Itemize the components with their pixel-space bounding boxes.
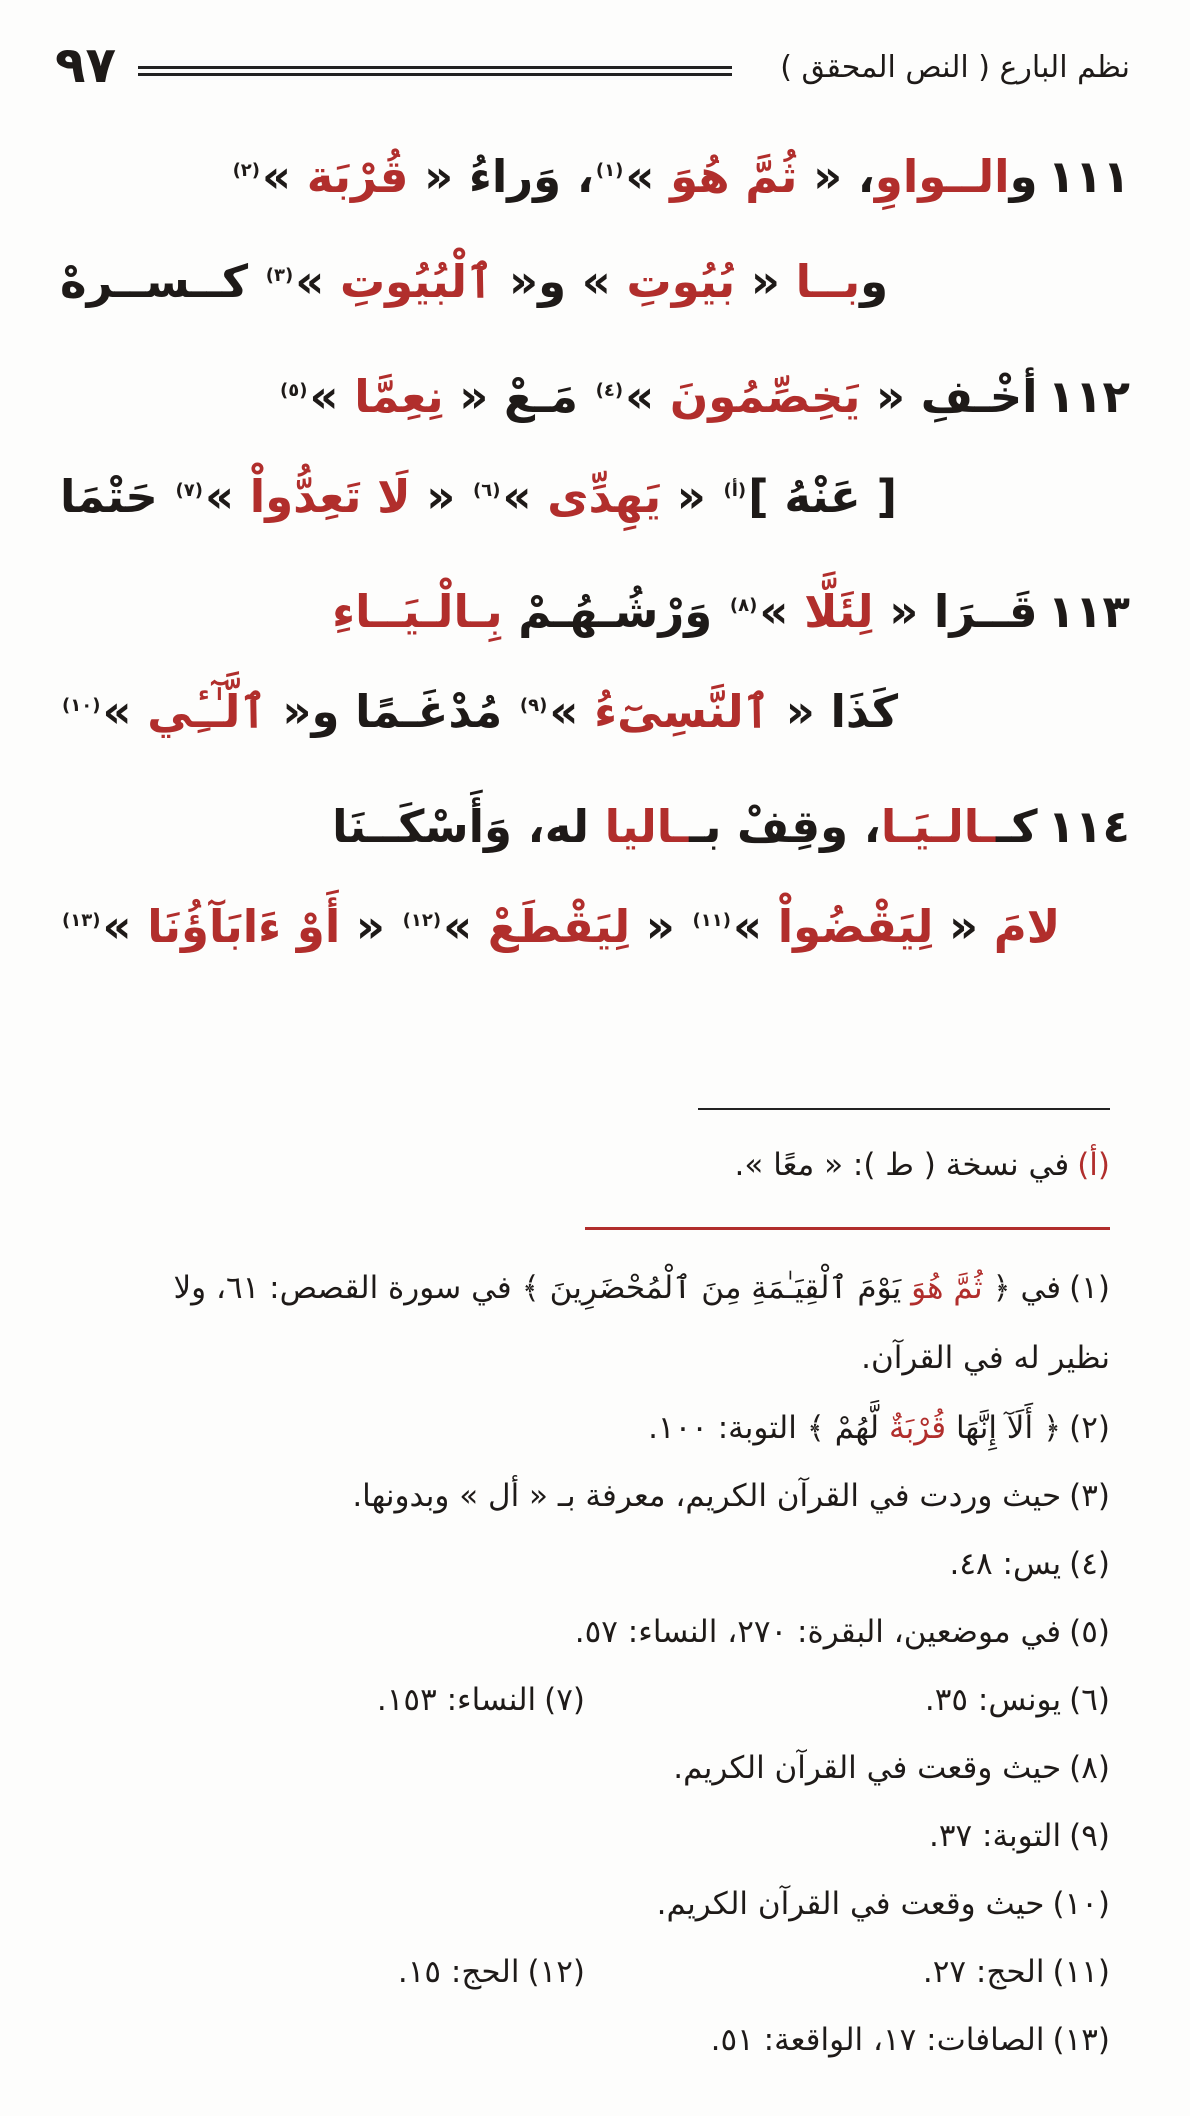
verse-text: و bbox=[860, 255, 889, 308]
footnote-9 bbox=[929, 1816, 1110, 1856]
verse-111-line-1 bbox=[231, 150, 1130, 204]
quran-word: يَخِصِّمُونَ bbox=[669, 370, 861, 423]
footnote-ref: (٩) bbox=[519, 695, 548, 716]
footnote-number: (١) bbox=[1069, 1270, 1110, 1306]
footnote-ref: (١٠) bbox=[62, 695, 101, 716]
verse-text: كــســرهْ bbox=[60, 255, 264, 308]
footnote-ref: (٧) bbox=[175, 480, 204, 501]
verse-number: ١١٢ bbox=[1047, 370, 1130, 423]
verse-text: » bbox=[502, 470, 548, 523]
verse-text: » bbox=[205, 470, 250, 523]
variant-ref: (أ) bbox=[723, 480, 747, 501]
verse-text: ، « bbox=[797, 150, 875, 203]
footnote-text: الحج: ١٥. bbox=[397, 1954, 520, 1990]
verse-text: مُدْغَـمًا و« bbox=[266, 685, 518, 738]
verse-text: و bbox=[1009, 150, 1038, 203]
footnote-text: النساء: ١٥٣. bbox=[376, 1682, 537, 1718]
footnote-ref: (٦) bbox=[473, 480, 501, 501]
verse-113-line-1 bbox=[332, 585, 1130, 639]
quran-word: ٱلنَّسِىٓءُ bbox=[594, 685, 771, 738]
quran-word: يَهِدِّى bbox=[547, 470, 662, 523]
footnote-1-continued bbox=[861, 1338, 1110, 1378]
verse-text: « bbox=[735, 255, 796, 308]
footnote-text: في موضعين، البقرة: ٢٧٠، النساء: ٥٧. bbox=[574, 1614, 1062, 1650]
verse-text: » bbox=[732, 900, 778, 953]
footnote-text: التوبة: ٣٧. bbox=[928, 1818, 1062, 1854]
verse-number: ١١٤ bbox=[1047, 800, 1130, 853]
footnote-ref: (١١) bbox=[692, 910, 731, 931]
footnote-number: (١٢) bbox=[527, 1954, 585, 1990]
verse-text: » bbox=[102, 685, 148, 738]
verse-text: [ عَنْهُ ] bbox=[748, 470, 898, 523]
verse-number: ١١٣ bbox=[1047, 585, 1130, 638]
verse-text: » bbox=[102, 900, 148, 953]
quran-word: لِيَقْطَعْ bbox=[487, 900, 631, 953]
verse-text: ، وقِفْ بـ bbox=[689, 800, 881, 853]
verse-text: « bbox=[410, 470, 472, 523]
verse-text: « bbox=[630, 900, 691, 953]
footnote-10 bbox=[657, 1884, 1110, 1924]
footnote-8 bbox=[673, 1748, 1110, 1788]
verse-text-red: بِـالْـيَــاءِ bbox=[332, 585, 503, 638]
verse-text: كَذَا « bbox=[770, 685, 899, 738]
quran-word: قُرْبَة bbox=[306, 150, 409, 203]
footnote-number: (٩) bbox=[1069, 1818, 1110, 1854]
verse-text: وَرْشُـهُـمْ bbox=[502, 585, 728, 638]
footnote-text: لَّهُمْ ﴾ التوبة: ١٠٠. bbox=[648, 1410, 889, 1446]
running-title: نظم البارع ( النص المحقق ) bbox=[780, 50, 1130, 85]
footnote-separator bbox=[698, 1108, 1110, 1110]
footnote-ref: (٢) bbox=[232, 160, 261, 181]
quran-quote: قُرْبَةٌ bbox=[888, 1410, 947, 1446]
verse-text: » bbox=[625, 150, 671, 203]
verse-112-line-1 bbox=[278, 370, 1130, 424]
footnote-number: (٤) bbox=[1069, 1546, 1110, 1582]
footnote-text: الصافات: ١٧، الواقعة: ٥١. bbox=[710, 2022, 1045, 2058]
footnote-number: (٧) bbox=[544, 1682, 585, 1718]
footnote-text: في سورة القصص: ٦١، ولا bbox=[173, 1270, 522, 1306]
footnote-number: (١٣) bbox=[1052, 2022, 1110, 2058]
verse-number: ١١١ bbox=[1047, 150, 1130, 203]
verse-text: » bbox=[549, 685, 595, 738]
verse-text: » bbox=[759, 585, 805, 638]
verse-text: » و« bbox=[493, 255, 627, 308]
verse-text-red: الــواوِ bbox=[874, 150, 1010, 203]
verse-text: « bbox=[661, 470, 722, 523]
verse-112-line-2 bbox=[60, 470, 897, 524]
verse-text: كـ bbox=[996, 800, 1038, 853]
quran-word: لِئَلَّا bbox=[804, 585, 874, 638]
verse-text: » bbox=[443, 900, 488, 953]
quran-word: لِيَقْضُواْ bbox=[777, 900, 934, 953]
verse-113-line-2 bbox=[60, 685, 898, 739]
footnote-text: في ﴿ bbox=[982, 1270, 1062, 1306]
verse-text: قَــرَا « bbox=[873, 585, 1038, 638]
footnote-ref: (١٢) bbox=[402, 910, 442, 931]
footnote-12 bbox=[398, 1952, 585, 1992]
quran-word: ٱلَّـٰٓـِٔي bbox=[147, 685, 267, 738]
verse-text: « bbox=[933, 900, 994, 953]
quran-word: ٱلْبُيُوتِ bbox=[339, 255, 494, 308]
verse-text: له، وَأَسْكَــنَا bbox=[332, 800, 605, 853]
verse-111-line-2 bbox=[60, 255, 888, 309]
verse-text: ، وَراءُ « bbox=[408, 150, 594, 203]
footnote-text: نظير له في القرآن. bbox=[861, 1340, 1110, 1376]
variant-marker: (أ) bbox=[1077, 1147, 1110, 1183]
footnote-ref: (٥) bbox=[280, 380, 308, 401]
verse-text: « bbox=[340, 900, 401, 953]
footnote-2 bbox=[648, 1408, 1110, 1448]
footnote-number: (٥) bbox=[1069, 1614, 1110, 1650]
quran-quote: ﴿ أَلَآ إِنَّهَا bbox=[946, 1410, 1062, 1446]
footnote-separator-red bbox=[585, 1227, 1110, 1230]
verse-text: » bbox=[309, 370, 355, 423]
footnote-6 bbox=[925, 1680, 1110, 1720]
footnote-4 bbox=[950, 1544, 1111, 1584]
verse-text: أخْـفِ « bbox=[860, 370, 1038, 423]
footnote-5 bbox=[575, 1612, 1110, 1652]
variant-text: في نسخة ( ط ): « معًا ». bbox=[734, 1147, 1070, 1183]
verse-text-red: بــا bbox=[795, 255, 861, 308]
footnote-1 bbox=[173, 1268, 1110, 1308]
footnote-ref: (١٣) bbox=[62, 910, 101, 931]
verse-text: » bbox=[625, 370, 670, 423]
verse-text-red: ـالـيَـا bbox=[880, 800, 997, 853]
footnote-7 bbox=[377, 1680, 585, 1720]
footnote-ref: (٤) bbox=[595, 380, 624, 401]
footnote-13 bbox=[711, 2020, 1110, 2060]
quran-word: نِعِمَّا bbox=[354, 370, 444, 423]
footnote-number: (٦) bbox=[1069, 1682, 1110, 1718]
footnote-text: يونس: ٣٥. bbox=[924, 1682, 1062, 1718]
footnote-ref: (٣) bbox=[265, 265, 294, 286]
footnote-text: حيث وقعت في القرآن الكريم. bbox=[673, 1750, 1062, 1786]
footnote-number: (١٠) bbox=[1052, 1886, 1110, 1922]
quran-word: لَا تَعِدُّواْ bbox=[249, 470, 411, 523]
quran-word: بُيُوتِ bbox=[626, 255, 736, 308]
footnote-text: حيث وقعت في القرآن الكريم. bbox=[656, 1886, 1045, 1922]
footnote-11 bbox=[923, 1952, 1110, 1992]
verse-114-line-2 bbox=[60, 900, 1060, 954]
footnote-number: (٨) bbox=[1069, 1750, 1110, 1786]
page-number: ٩٧ bbox=[55, 36, 117, 94]
verse-text-red: ـاليا bbox=[604, 800, 690, 853]
header-rule bbox=[138, 66, 732, 76]
quran-quote: ثُمَّ هُوَ bbox=[911, 1270, 983, 1306]
verse-114-line-1 bbox=[332, 800, 1130, 854]
footnote-ref: (٨) bbox=[729, 595, 758, 616]
quran-word: أَوْ ءَابَآؤُنَا bbox=[147, 900, 341, 953]
variant-note bbox=[735, 1145, 1110, 1185]
footnote-text: الحج: ٢٧. bbox=[922, 1954, 1045, 1990]
footnote-text: حيث وردت في القرآن الكريم، معرفة بـ « أل » وبدونها. bbox=[352, 1478, 1062, 1514]
footnote-ref: (١) bbox=[595, 160, 624, 181]
footnote-3 bbox=[352, 1476, 1110, 1516]
footnote-number: (٣) bbox=[1069, 1478, 1110, 1514]
verse-text: مَـعْ « bbox=[443, 370, 594, 423]
verse-text: » bbox=[262, 150, 307, 203]
footnote-number: (١١) bbox=[1052, 1954, 1110, 1990]
quran-quote: يَوْمَ ٱلْقِيَـٰمَةِ مِنَ ٱلْمُحْضَرِينَ ﴾ bbox=[521, 1270, 912, 1306]
quran-word: ثُمَّ هُوَ bbox=[670, 150, 798, 203]
footnote-number: (٢) bbox=[1069, 1410, 1110, 1446]
footnote-text: يس: ٤٨. bbox=[949, 1546, 1062, 1582]
verse-text: حَتْمَا bbox=[60, 470, 174, 523]
verse-text: » bbox=[295, 255, 340, 308]
verse-text-red: لامَ bbox=[993, 900, 1061, 953]
